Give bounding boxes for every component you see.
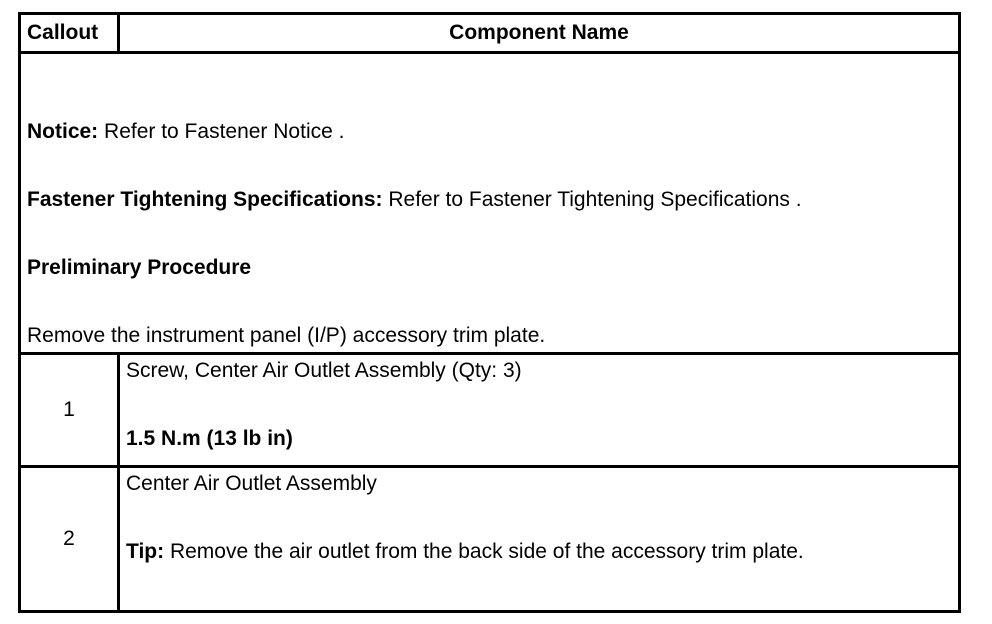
notice-text: Refer to Fastener Notice . bbox=[98, 120, 345, 143]
table-row bbox=[20, 354, 960, 467]
callout-number: 1 bbox=[20, 354, 119, 467]
callout-number: 2 bbox=[20, 467, 119, 612]
tip-text: Remove the air outlet from the back side of the accessory trim plate. bbox=[164, 540, 804, 563]
component-name: Center Air Outlet Assembly bbox=[126, 472, 377, 495]
fastener-spec-paragraph bbox=[27, 188, 802, 212]
remove-trim-plate-step: Remove the instrument panel (I/P) accessory trim plate. bbox=[27, 324, 546, 347]
component-name: Screw, Center Air Outlet Assembly (Qty: 3) bbox=[126, 359, 522, 382]
component-table bbox=[18, 12, 961, 613]
intro-row bbox=[20, 53, 960, 354]
component-cell bbox=[119, 354, 960, 467]
preliminary-procedure-heading bbox=[27, 256, 251, 280]
tip-paragraph bbox=[126, 540, 952, 564]
tip-label: Tip: bbox=[126, 540, 165, 563]
table-row bbox=[20, 467, 960, 612]
callout-header: Callout bbox=[20, 14, 119, 53]
torque-spec-value: 1.5 N.m (13 lb in) bbox=[126, 427, 293, 450]
preliminary-procedure-label: Preliminary Procedure bbox=[27, 256, 252, 279]
intro-cell bbox=[20, 53, 960, 354]
torque-spec bbox=[126, 427, 952, 451]
component-name-header: Component Name bbox=[119, 14, 960, 53]
component-cell bbox=[119, 467, 960, 612]
fastener-spec-label: Fastener Tightening Specifications: bbox=[27, 188, 383, 211]
fastener-spec-text: Refer to Fastener Tightening Specifications . bbox=[382, 188, 802, 211]
table-header-row bbox=[20, 14, 960, 53]
notice-label: Notice: bbox=[27, 120, 99, 143]
notice-paragraph bbox=[27, 120, 344, 144]
